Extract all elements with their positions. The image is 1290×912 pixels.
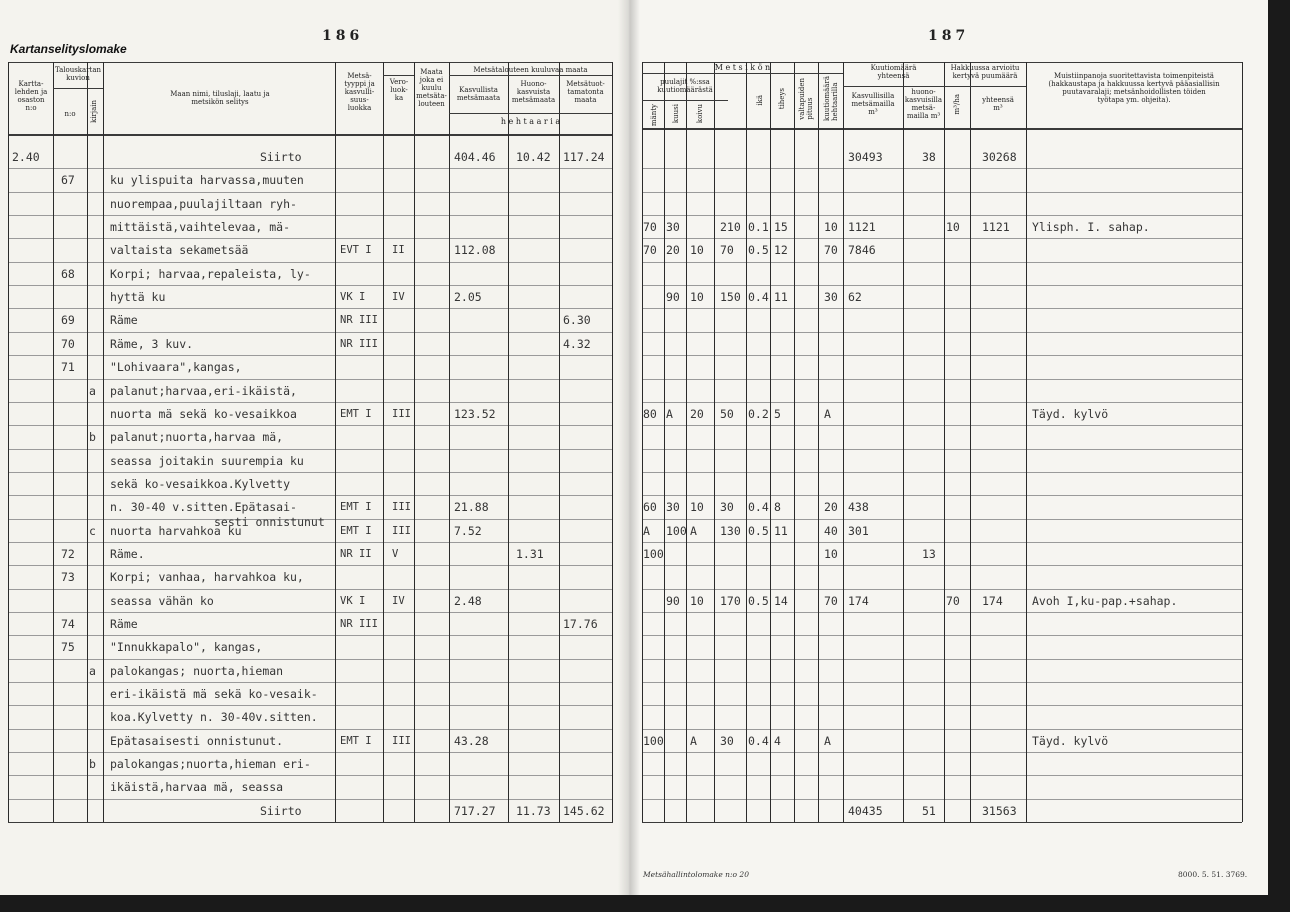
header-kartta: Kartta- lehden ja osaston n:o: [14, 80, 48, 112]
row-description: nuorta mä sekä ko-vesaikkoa: [110, 406, 297, 421]
row-age: 150: [720, 290, 741, 305]
row-birch-pct: A: [690, 733, 697, 748]
header-muistiinpanoja: Muistiinpanoja suoritettavista toimenpiteistä (hakkaustapa ja hakkuussa kertyvä pääasiallisin puutavaralaji; metsänhoidollisten töiden työtapa ym. ohjeita).: [1048, 72, 1220, 104]
row-pine-pct: 70: [643, 220, 657, 235]
interline-text: sesti onnistunut: [214, 514, 325, 529]
header-m3ha: m³/ha: [953, 94, 961, 115]
row-age: 30: [720, 733, 734, 748]
row-rule: [642, 799, 1242, 800]
column-rule: [87, 62, 88, 822]
header-koivu: koivu: [696, 104, 704, 124]
row-harvest-total: 1121: [982, 220, 1010, 235]
column-rule: [642, 62, 643, 822]
row-rule: [642, 705, 1242, 706]
row-poor-area: 1.31: [516, 546, 544, 561]
row-density: 0.5: [748, 243, 769, 258]
row-forest-type: NR II: [340, 547, 372, 560]
row-volume-per-ha: 70: [824, 243, 838, 258]
row-note: Avoh I,ku-pap.+sahap.: [1032, 593, 1178, 608]
subheader-rule: [944, 86, 1026, 87]
row-spruce-pct: 90: [666, 290, 680, 305]
row-description: Siirto: [260, 803, 302, 818]
column-rule: [818, 62, 819, 822]
row-harvest-per-ha: 10: [946, 220, 960, 235]
row-figure-number: 71: [61, 360, 75, 375]
row-volume-per-ha: 10: [824, 546, 838, 561]
row-density: 0.2: [748, 406, 769, 421]
row-note: Ylisph. I. sahap.: [1032, 220, 1150, 235]
row-height: 11: [774, 523, 788, 538]
row-rule: [642, 308, 1242, 309]
row-rule: [8, 425, 613, 426]
header-huonokasvuisilla: huono- kasvuisilla metsä- mailla m³: [904, 88, 943, 120]
row-poor-area: 11.73: [516, 803, 551, 818]
row-age: 170: [720, 593, 741, 608]
row-forest-type: NR III: [340, 314, 378, 327]
row-forest-type: EMT I: [340, 407, 372, 420]
column-rule: [714, 62, 715, 822]
row-tax-class: III: [392, 407, 411, 420]
row-rule: [642, 519, 1242, 520]
row-rule: [8, 402, 613, 403]
row-tax-class: III: [392, 524, 411, 537]
row-age: 70: [720, 243, 734, 258]
row-spruce-pct: 100: [666, 523, 687, 538]
column-rule: [746, 62, 747, 822]
row-spruce-pct: 90: [666, 593, 680, 608]
row-figure-letter: a: [89, 383, 96, 398]
row-age: 210: [720, 220, 741, 235]
header-talous: Talouskartan kuvion: [54, 66, 102, 82]
column-rule: [686, 62, 687, 822]
row-volume-poor: 38: [922, 150, 936, 164]
row-description: Korpi; vanhaa, harvahkoa ku,: [110, 570, 304, 585]
row-tax-class: II: [392, 244, 405, 257]
row-forest-type: EMT I: [340, 524, 372, 537]
header-hakkuussa: Hakkuussa arvioitu kertyvä puumäärä: [950, 64, 1020, 80]
row-description: palokangas; nuorta,hieman: [110, 663, 284, 678]
row-description: seassa vähän ko: [110, 593, 214, 608]
row-volume-per-ha: 10: [824, 220, 838, 235]
row-rule: [8, 635, 613, 636]
row-harvest-total: 174: [982, 593, 1003, 608]
row-section-number: 2.40: [12, 150, 40, 164]
column-rule: [903, 62, 904, 822]
row-density: 0.5: [748, 593, 769, 608]
header-valtapuiden: valtapuiden pituus: [798, 78, 814, 120]
row-volume-per-ha: 20: [824, 500, 838, 515]
subheader-rule: [449, 75, 612, 76]
row-description: n. 30-40 v.sitten.Epätasai-: [110, 500, 297, 515]
row-harvest-total: 31563: [982, 803, 1017, 818]
row-volume-per-ha: 40: [824, 523, 838, 538]
row-height: 5: [774, 406, 781, 421]
row-rule: [8, 332, 613, 333]
row-volume-productive: 7846: [848, 243, 876, 258]
column-rule: [794, 62, 795, 822]
subheader-rule: [383, 75, 414, 76]
row-figure-letter: b: [89, 430, 96, 445]
row-volume-productive: 62: [848, 290, 862, 305]
row-birch-pct: 10: [690, 593, 704, 608]
row-rule: [8, 589, 613, 590]
column-rule: [449, 62, 450, 822]
row-rule: [642, 192, 1242, 193]
row-volume-per-ha: A: [824, 406, 831, 421]
footer-print-code: 8000. 5. 51. 3769.: [1178, 870, 1248, 879]
row-rule: [8, 752, 613, 753]
left-page: [0, 0, 628, 895]
row-description: nuorempaa,puulajiltaan ryh-: [110, 196, 297, 211]
row-productive-area: 43.28: [454, 733, 489, 748]
book-spine: [618, 0, 640, 895]
row-description: Epätasaisesti onnistunut.: [110, 733, 284, 748]
row-forest-type: EMT I: [340, 734, 372, 747]
row-density: 0.4: [748, 733, 769, 748]
row-description: koa.Kylvetty n. 30-40v.sitten.: [110, 710, 318, 725]
row-rule: [642, 285, 1242, 286]
header-no: n:o: [64, 110, 76, 118]
column-rule: [103, 62, 104, 822]
row-description: Korpi; harvaa,repaleista, ly-: [110, 266, 311, 281]
row-productive-area: 2.48: [454, 593, 482, 608]
row-rule: [642, 238, 1242, 239]
row-rule: [8, 308, 613, 309]
row-density: 0.4: [748, 500, 769, 515]
row-description: seassa joitakin suurempia ku: [110, 453, 304, 468]
table-bottom-rule: [8, 822, 613, 823]
column-rule: [970, 62, 971, 822]
row-height: 12: [774, 243, 788, 258]
row-note: Täyd. kylvö: [1032, 733, 1109, 748]
header-metsatalous: Metsätalouteen kuuluvaa maata: [473, 66, 588, 74]
table-bottom-rule: [642, 822, 1242, 823]
row-rule: [642, 332, 1242, 333]
header-kasvullista: Kasvullista metsämaata: [456, 86, 501, 102]
row-pine-pct: 100: [643, 546, 664, 561]
header-puulajit: puulajit %:ssa kuutiomäärästä: [657, 78, 713, 94]
row-forest-type: NR III: [340, 337, 378, 350]
row-rule: [642, 262, 1242, 263]
row-rule: [642, 449, 1242, 450]
row-rule: [8, 705, 613, 706]
row-tax-class: III: [392, 501, 411, 514]
column-rule: [559, 62, 560, 822]
row-height: 15: [774, 220, 788, 235]
row-description: palanut;nuorta,harvaa mä,: [110, 430, 284, 445]
row-figure-number: 69: [61, 313, 75, 328]
row-unproductive-area: 17.76: [563, 617, 598, 631]
row-volume-productive: 40435: [848, 803, 883, 818]
row-rule: [8, 775, 613, 776]
row-figure-number: 72: [61, 546, 75, 561]
row-pine-pct: 60: [643, 500, 657, 515]
right-page: [628, 0, 1268, 895]
row-rule: [642, 542, 1242, 543]
row-rule: [642, 379, 1242, 380]
row-rule: [642, 612, 1242, 613]
row-forest-type: EVT I: [340, 244, 372, 257]
row-rule: [642, 752, 1242, 753]
row-volume-productive: 174: [848, 593, 869, 608]
header-kuutiomaara-yht: Kuutiomäärä yhteensä: [870, 64, 917, 80]
table-top-rule: [8, 62, 613, 63]
row-rule: [642, 402, 1242, 403]
row-poor-area: 10.42: [516, 150, 551, 164]
column-rule: [53, 62, 54, 822]
row-volume-per-ha: 70: [824, 593, 838, 608]
header-ika: ikä: [756, 95, 764, 106]
row-rule: [8, 449, 613, 450]
header-maata-ei: Maata joka ei kuulu metsäta- louteen: [416, 68, 447, 108]
row-rule: [642, 729, 1242, 730]
row-forest-type: VK I: [340, 594, 366, 607]
column-rule: [1026, 62, 1027, 822]
row-unproductive-area: 117.24: [563, 150, 605, 164]
row-figure-letter: c: [89, 523, 96, 538]
row-rule: [642, 495, 1242, 496]
row-productive-area: 717.27: [454, 803, 496, 818]
row-figure-number: 73: [61, 570, 75, 585]
row-rule: [642, 215, 1242, 216]
subheader-rule: [642, 100, 728, 101]
header-huono: Huono- kasvuista metsämaata: [511, 80, 556, 104]
row-rule: [642, 682, 1242, 683]
row-volume-productive: 30493: [848, 150, 883, 164]
column-rule: [664, 62, 665, 822]
row-description: Siirto: [260, 150, 302, 164]
row-rule: [8, 682, 613, 683]
row-description: eri-ikäistä mä sekä ko-vesaik-: [110, 687, 318, 702]
row-rule: [642, 168, 1242, 169]
header-rule: [8, 134, 613, 136]
header-maan-nimi: Maan nimi, tiluslaji, laatu ja metsikön selitys: [170, 90, 270, 106]
header-metsikon: M e t s i k ö n: [714, 63, 771, 72]
row-rule: [8, 495, 613, 496]
row-productive-area: 2.05: [454, 290, 482, 305]
header-manty: mänty: [650, 104, 658, 127]
row-rule: [8, 659, 613, 660]
subheader-rule: [449, 113, 612, 114]
row-rule: [8, 729, 613, 730]
row-rule: [8, 285, 613, 286]
header-hehtaaria: h e h t a a r i a: [500, 117, 561, 126]
row-rule: [8, 215, 613, 216]
page-number: 186: [322, 28, 364, 44]
row-description: "Innukkapalo", kangas,: [110, 640, 263, 655]
row-harvest-per-ha: 70: [946, 593, 960, 608]
row-tax-class: III: [392, 734, 411, 747]
row-rule: [8, 192, 613, 193]
header-kuusi: kuusi: [672, 104, 680, 124]
row-description: sekä ko-vesaikkoa.Kylvetty: [110, 476, 291, 491]
row-description: "Lohivaara",kangas,: [110, 360, 242, 375]
header-metsatyyppi: Metsä- tyyppi ja kasvulli- suus- luokka: [344, 72, 375, 112]
row-age: 50: [720, 406, 734, 421]
header-kuutiomaara-ha: kuutiomäärä hehtaarilla: [823, 76, 839, 122]
row-tax-class: IV: [392, 291, 405, 304]
row-spruce-pct: 30: [666, 220, 680, 235]
row-figure-letter: a: [89, 663, 96, 678]
footer-form-number: Metsähallintolomake n:o 20: [643, 870, 749, 879]
row-description: Räme.: [110, 546, 145, 561]
row-note: Täyd. kylvö: [1032, 406, 1109, 421]
row-rule: [8, 612, 613, 613]
row-forest-type: EMT I: [340, 501, 372, 514]
row-description: valtaista sekametsää: [110, 243, 249, 258]
row-description: mittäistä,vaihtelevaa, mä-: [110, 220, 291, 235]
row-rule: [8, 379, 613, 380]
row-forest-type: NR III: [340, 618, 378, 630]
row-unproductive-area: 6.30: [563, 313, 591, 328]
row-birch-pct: 10: [690, 500, 704, 515]
row-height: 14: [774, 593, 788, 608]
header-tiheys: tiheys: [778, 88, 786, 110]
header-kasvullisilla: Kasvullisilla metsämailla m³: [851, 92, 895, 116]
row-description: Räme, 3 kuv.: [110, 336, 194, 351]
row-volume-per-ha: A: [824, 733, 831, 748]
column-rule: [612, 62, 613, 822]
row-rule: [642, 635, 1242, 636]
row-figure-number: 67: [61, 173, 75, 188]
row-birch-pct: 20: [690, 406, 704, 421]
row-pine-pct: A: [643, 523, 650, 538]
column-rule: [508, 62, 509, 822]
row-rule: [8, 565, 613, 566]
row-productive-area: 123.52: [454, 406, 496, 421]
row-rule: [8, 799, 613, 800]
row-productive-area: 7.52: [454, 523, 482, 538]
row-height: 11: [774, 290, 788, 305]
row-pine-pct: 100: [643, 733, 664, 748]
row-spruce-pct: A: [666, 406, 673, 421]
column-rule: [944, 62, 945, 822]
header-veroluokka: Vero- luok- ka: [389, 78, 409, 102]
column-rule: [8, 62, 9, 822]
row-age: 30: [720, 500, 734, 515]
row-rule: [642, 355, 1242, 356]
row-rule: [642, 565, 1242, 566]
row-description: palokangas;nuorta,hieman eri-: [110, 757, 311, 772]
row-description: ikäistä,harvaa mä, seassa: [110, 780, 284, 795]
row-rule: [8, 262, 613, 263]
row-rule: [8, 542, 613, 543]
subheader-rule: [642, 73, 843, 74]
row-volume-productive: 438: [848, 500, 869, 515]
row-rule: [642, 589, 1242, 590]
column-rule: [414, 62, 415, 822]
row-rule: [8, 355, 613, 356]
header-rule: [642, 128, 1242, 130]
header-metsatuot: Metsätuot- tamatonta maata: [566, 80, 605, 104]
row-rule: [642, 775, 1242, 776]
row-volume-productive: 1121: [848, 220, 876, 235]
row-pine-pct: 80: [643, 406, 657, 421]
column-rule: [843, 62, 844, 822]
column-rule: [1242, 62, 1243, 822]
row-height: 4: [774, 733, 781, 748]
column-rule: [335, 62, 336, 822]
form-title: Kartanselityslomake: [10, 42, 127, 56]
row-description: palanut;harvaa,eri-ikäistä,: [110, 383, 297, 398]
header-yhteensa: yhteensä m³: [982, 96, 1014, 112]
row-rule: [8, 238, 613, 239]
row-harvest-total: 30268: [982, 150, 1017, 164]
row-productive-area: 21.88: [454, 500, 489, 515]
row-rule: [8, 472, 613, 473]
row-productive-area: 404.46: [454, 150, 496, 164]
row-height: 8: [774, 500, 781, 515]
row-description: nuorta harvahkoa ku: [110, 523, 242, 538]
row-unproductive-area: 4.32: [563, 336, 591, 351]
row-rule: [642, 472, 1242, 473]
row-figure-number: 70: [61, 336, 75, 351]
row-tax-class: V: [392, 547, 399, 560]
row-rule: [642, 425, 1242, 426]
row-volume-poor: 13: [922, 546, 936, 561]
page-number: 187: [928, 28, 970, 44]
row-description: Räme: [110, 313, 138, 328]
row-pine-pct: 70: [643, 243, 657, 258]
row-volume-productive: 301: [848, 523, 869, 538]
row-spruce-pct: 30: [666, 500, 680, 515]
row-description: Räme: [110, 617, 138, 631]
row-volume-poor: 51: [922, 803, 936, 818]
row-age: 130: [720, 523, 741, 538]
row-birch-pct: 10: [690, 243, 704, 258]
row-unproductive-area: 145.62: [563, 803, 605, 818]
row-figure-number: 68: [61, 266, 75, 281]
subheader-rule: [843, 86, 944, 87]
row-tax-class: IV: [392, 594, 405, 607]
subheader-rule: [53, 88, 103, 89]
row-figure-letter: b: [89, 757, 96, 772]
header-kirjain: kirjain: [90, 100, 98, 123]
row-rule: [8, 168, 613, 169]
row-forest-type: VK I: [340, 291, 366, 304]
row-volume-per-ha: 30: [824, 290, 838, 305]
row-density: 0.5: [748, 523, 769, 538]
row-figure-number: 75: [61, 640, 75, 655]
row-birch-pct: 10: [690, 290, 704, 305]
row-description: hyttä ku: [110, 290, 166, 305]
column-rule: [383, 62, 384, 822]
row-productive-area: 112.08: [454, 243, 496, 258]
row-density: 0.1: [748, 220, 769, 235]
column-rule: [770, 62, 771, 822]
row-figure-number: 74: [61, 617, 75, 631]
row-birch-pct: A: [690, 523, 697, 538]
row-spruce-pct: 20: [666, 243, 680, 258]
row-rule: [642, 659, 1242, 660]
row-density: 0.4: [748, 290, 769, 305]
row-description: ku ylispuita harvassa,muuten: [110, 173, 304, 188]
